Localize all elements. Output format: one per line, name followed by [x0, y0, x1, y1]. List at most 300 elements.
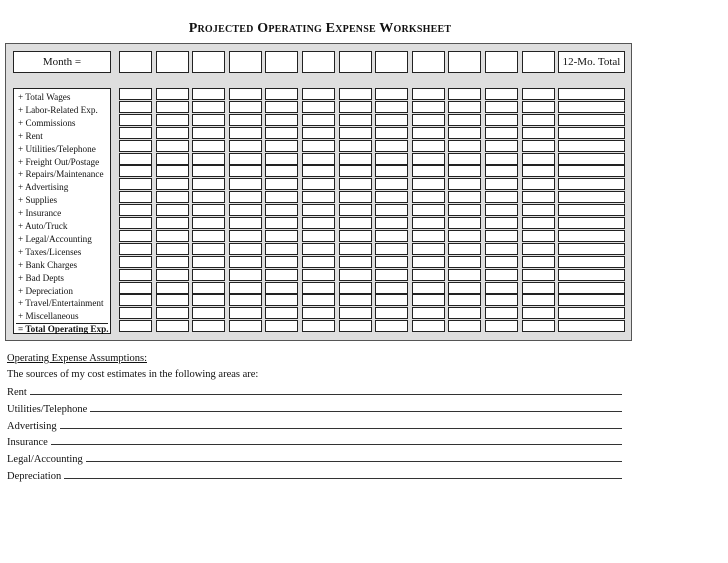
monthly-expense-cell[interactable]	[522, 307, 555, 319]
monthly-expense-cell[interactable]	[156, 140, 189, 152]
monthly-expense-cell[interactable]	[119, 191, 152, 203]
month-header-cell[interactable]	[375, 51, 408, 73]
monthly-expense-cell[interactable]	[448, 191, 481, 203]
monthly-expense-cell[interactable]	[265, 269, 298, 281]
monthly-expense-cell[interactable]	[412, 88, 445, 100]
monthly-expense-cell[interactable]	[375, 204, 408, 216]
month-label: Month =	[13, 51, 111, 73]
monthly-expense-cell[interactable]	[448, 217, 481, 229]
monthly-expense-cell[interactable]	[265, 191, 298, 203]
twelve-month-total-label: 12-Mo. Total	[558, 51, 625, 73]
monthly-expense-cell[interactable]	[522, 114, 555, 126]
monthly-expense-cell[interactable]	[485, 165, 518, 177]
monthly-expense-cell[interactable]	[485, 191, 518, 203]
monthly-expense-cell[interactable]	[485, 243, 518, 255]
monthly-expense-cell[interactable]	[448, 127, 481, 139]
monthly-expense-cell[interactable]	[522, 294, 555, 306]
monthly-expense-cell[interactable]	[375, 101, 408, 113]
monthly-expense-cell[interactable]	[265, 165, 298, 177]
monthly-expense-cell[interactable]	[229, 217, 262, 229]
monthly-expense-cell[interactable]	[339, 204, 372, 216]
monthly-expense-cell[interactable]	[156, 178, 189, 190]
total-operating-expense-label: = Total Operating Exp.	[18, 324, 109, 335]
monthly-expense-cell[interactable]	[485, 307, 518, 319]
monthly-expense-cell[interactable]	[119, 243, 152, 255]
monthly-expense-cell[interactable]	[485, 178, 518, 190]
twelve-month-total-cell[interactable]	[558, 101, 625, 113]
monthly-expense-cell[interactable]	[229, 320, 262, 332]
monthly-expense-cell[interactable]	[412, 243, 445, 255]
monthly-expense-cell[interactable]	[522, 127, 555, 139]
monthly-expense-cell[interactable]	[119, 307, 152, 319]
monthly-expense-cell[interactable]	[156, 191, 189, 203]
monthly-expense-cell[interactable]	[339, 165, 372, 177]
monthly-expense-cell[interactable]	[522, 204, 555, 216]
monthly-expense-cell[interactable]	[375, 191, 408, 203]
assumption-label: Rent	[7, 387, 27, 398]
monthly-expense-cell[interactable]	[412, 294, 445, 306]
monthly-expense-cell[interactable]	[119, 230, 152, 242]
twelve-month-total-cell[interactable]	[558, 178, 625, 190]
monthly-expense-cell[interactable]	[302, 230, 335, 242]
monthly-expense-cell[interactable]	[156, 165, 189, 177]
monthly-expense-cell[interactable]	[485, 256, 518, 268]
monthly-expense-cell[interactable]	[265, 230, 298, 242]
monthly-expense-cell[interactable]	[522, 269, 555, 281]
expense-category-label: + Utilities/Telephone	[18, 143, 96, 154]
monthly-expense-cell[interactable]	[522, 243, 555, 255]
monthly-expense-cell[interactable]	[375, 269, 408, 281]
expense-category-label: + Bad Depts	[18, 272, 65, 283]
expense-category-label: + Repairs/Maintenance	[18, 169, 104, 180]
monthly-expense-cell[interactable]	[375, 320, 408, 332]
monthly-expense-cell[interactable]	[156, 243, 189, 255]
monthly-expense-cell[interactable]	[229, 204, 262, 216]
monthly-expense-cell[interactable]	[339, 282, 372, 294]
monthly-expense-cell[interactable]	[448, 307, 481, 319]
twelve-month-total-cell[interactable]	[558, 88, 625, 100]
monthly-expense-cell[interactable]	[229, 127, 262, 139]
monthly-expense-cell[interactable]	[156, 127, 189, 139]
expense-category-label: + Freight Out/Postage	[18, 156, 100, 167]
monthly-expense-cell[interactable]	[192, 269, 225, 281]
monthly-expense-cell[interactable]	[119, 294, 152, 306]
monthly-expense-cell[interactable]	[302, 101, 335, 113]
monthly-expense-cell[interactable]	[302, 256, 335, 268]
month-header-cell[interactable]	[339, 51, 372, 73]
monthly-expense-cell[interactable]	[192, 320, 225, 332]
expense-category-label: + Rent	[18, 130, 43, 141]
monthly-expense-cell[interactable]	[265, 307, 298, 319]
assumptions-intro: The sources of my cost estimates in the following areas are:	[7, 369, 259, 380]
monthly-expense-cell[interactable]	[448, 230, 481, 242]
monthly-expense-cell[interactable]	[119, 178, 152, 190]
monthly-expense-cell[interactable]	[156, 307, 189, 319]
monthly-expense-cell[interactable]	[302, 153, 335, 165]
expense-category-label: + Advertising	[18, 182, 69, 193]
monthly-expense-cell[interactable]	[448, 114, 481, 126]
monthly-expense-cell[interactable]	[229, 88, 262, 100]
twelve-month-total-cell[interactable]	[558, 269, 625, 281]
monthly-expense-cell[interactable]	[339, 191, 372, 203]
monthly-expense-cell[interactable]	[119, 127, 152, 139]
monthly-expense-cell[interactable]	[339, 140, 372, 152]
monthly-expense-cell[interactable]	[119, 114, 152, 126]
monthly-expense-cell[interactable]	[485, 88, 518, 100]
monthly-expense-cell[interactable]	[522, 320, 555, 332]
monthly-expense-cell[interactable]	[119, 153, 152, 165]
monthly-expense-cell[interactable]	[229, 282, 262, 294]
twelve-month-total-cell[interactable]	[558, 282, 625, 294]
monthly-expense-cell[interactable]	[192, 101, 225, 113]
month-header-cell[interactable]	[265, 51, 298, 73]
monthly-expense-cell[interactable]	[485, 230, 518, 242]
monthly-expense-cell[interactable]	[156, 320, 189, 332]
monthly-expense-cell[interactable]	[339, 230, 372, 242]
monthly-expense-cell[interactable]	[156, 114, 189, 126]
assumption-line	[7, 386, 622, 398]
monthly-expense-cell[interactable]	[339, 101, 372, 113]
twelve-month-total-cell[interactable]	[558, 230, 625, 242]
monthly-expense-cell[interactable]	[265, 178, 298, 190]
monthly-expense-cell[interactable]	[375, 153, 408, 165]
monthly-expense-cell[interactable]	[265, 320, 298, 332]
monthly-expense-cell[interactable]	[485, 320, 518, 332]
monthly-expense-cell[interactable]	[156, 294, 189, 306]
month-header-cell[interactable]	[485, 51, 518, 73]
monthly-expense-cell[interactable]	[119, 165, 152, 177]
expense-category-label: + Labor-Related Exp.	[18, 104, 98, 115]
monthly-expense-cell[interactable]	[265, 294, 298, 306]
monthly-expense-cell[interactable]	[375, 165, 408, 177]
assumption-fill-line[interactable]	[30, 386, 622, 395]
assumption-label: Advertising	[7, 420, 57, 432]
monthly-expense-cell[interactable]	[412, 127, 445, 139]
monthly-expense-cell[interactable]	[485, 114, 518, 126]
assumption-line	[7, 453, 622, 465]
monthly-expense-cell[interactable]	[302, 217, 335, 229]
monthly-expense-cell[interactable]	[375, 256, 408, 268]
monthly-expense-cell[interactable]	[302, 243, 335, 255]
expense-category-label: + Commissions	[18, 117, 76, 128]
monthly-expense-cell[interactable]	[302, 127, 335, 139]
monthly-expense-cell[interactable]	[375, 88, 408, 100]
monthly-expense-cell[interactable]	[412, 282, 445, 294]
monthly-expense-cell[interactable]	[192, 191, 225, 203]
assumption-label: Insurance	[7, 437, 48, 449]
month-header-cell[interactable]	[448, 51, 481, 73]
monthly-expense-cell[interactable]	[192, 127, 225, 139]
monthly-expense-cell[interactable]	[448, 256, 481, 268]
assumption-fill-line[interactable]	[86, 453, 622, 462]
monthly-expense-cell[interactable]	[448, 165, 481, 177]
monthly-expense-cell[interactable]	[448, 204, 481, 216]
monthly-expense-cell[interactable]	[412, 191, 445, 203]
monthly-expense-cell[interactable]	[156, 282, 189, 294]
monthly-expense-cell[interactable]	[485, 153, 518, 165]
monthly-expense-cell[interactable]	[412, 178, 445, 190]
monthly-expense-cell[interactable]	[448, 282, 481, 294]
monthly-expense-cell[interactable]	[522, 230, 555, 242]
monthly-expense-cell[interactable]	[265, 127, 298, 139]
monthly-expense-cell[interactable]	[375, 140, 408, 152]
monthly-expense-cell[interactable]	[522, 256, 555, 268]
expense-category-label: + Travel/Entertainment	[18, 298, 104, 309]
monthly-expense-cell[interactable]	[485, 282, 518, 294]
monthly-expense-cell[interactable]	[485, 204, 518, 216]
expense-category-label: + Bank Charges	[18, 259, 78, 270]
monthly-expense-cell[interactable]	[302, 269, 335, 281]
assumption-fill-line[interactable]	[60, 420, 622, 429]
monthly-expense-cell[interactable]	[339, 127, 372, 139]
twelve-month-total-cell[interactable]	[558, 140, 625, 152]
monthly-expense-cell[interactable]	[119, 88, 152, 100]
monthly-expense-cell[interactable]	[339, 320, 372, 332]
monthly-expense-cell[interactable]	[265, 153, 298, 165]
monthly-expense-cell[interactable]	[119, 269, 152, 281]
monthly-expense-cell[interactable]	[339, 294, 372, 306]
monthly-expense-cell[interactable]	[448, 294, 481, 306]
monthly-expense-cell[interactable]	[375, 217, 408, 229]
monthly-expense-cell[interactable]	[302, 178, 335, 190]
monthly-expense-cell[interactable]	[119, 101, 152, 113]
month-header-cell[interactable]	[412, 51, 445, 73]
assumptions-heading: Operating Expense Assumptions:	[7, 353, 147, 364]
monthly-expense-cell[interactable]	[412, 101, 445, 113]
monthly-expense-cell[interactable]	[302, 165, 335, 177]
month-header-cell[interactable]	[192, 51, 225, 73]
monthly-expense-cell[interactable]	[448, 269, 481, 281]
monthly-expense-cell[interactable]	[339, 178, 372, 190]
monthly-expense-cell[interactable]	[485, 294, 518, 306]
monthly-expense-cell[interactable]	[265, 140, 298, 152]
monthly-expense-cell[interactable]	[339, 307, 372, 319]
monthly-expense-cell[interactable]	[375, 294, 408, 306]
twelve-month-total-cell[interactable]	[558, 307, 625, 319]
monthly-expense-cell[interactable]	[192, 256, 225, 268]
monthly-expense-cell[interactable]	[448, 320, 481, 332]
monthly-expense-cell[interactable]	[229, 165, 262, 177]
worksheet-title: Projected Operating Expense Worksheet	[188, 21, 452, 36]
monthly-expense-cell[interactable]	[485, 269, 518, 281]
monthly-expense-cell[interactable]	[339, 256, 372, 268]
monthly-expense-cell[interactable]	[375, 243, 408, 255]
monthly-expense-cell[interactable]	[302, 114, 335, 126]
monthly-expense-cell[interactable]	[119, 282, 152, 294]
monthly-expense-cell[interactable]	[412, 256, 445, 268]
monthly-expense-cell[interactable]	[302, 191, 335, 203]
monthly-expense-cell[interactable]	[229, 230, 262, 242]
monthly-expense-cell[interactable]	[522, 101, 555, 113]
monthly-expense-cell[interactable]	[229, 294, 262, 306]
expense-category-labels	[13, 88, 111, 334]
monthly-expense-cell[interactable]	[302, 140, 335, 152]
monthly-expense-cell[interactable]	[522, 88, 555, 100]
monthly-expense-cell[interactable]	[156, 217, 189, 229]
assumption-label: Depreciation	[7, 471, 62, 482]
twelve-month-total-cell[interactable]	[558, 204, 625, 216]
monthly-expense-cell[interactable]	[229, 178, 262, 190]
twelve-month-total-cell[interactable]	[558, 165, 625, 177]
monthly-expense-cell[interactable]	[229, 153, 262, 165]
monthly-expense-cell[interactable]	[302, 307, 335, 319]
monthly-expense-cell[interactable]	[229, 114, 262, 126]
assumption-label: Legal/Accounting	[7, 454, 83, 466]
monthly-expense-cell[interactable]	[229, 101, 262, 113]
monthly-expense-cell[interactable]	[302, 294, 335, 306]
monthly-expense-cell[interactable]	[192, 114, 225, 126]
monthly-expense-cell[interactable]	[412, 153, 445, 165]
monthly-expense-cell[interactable]	[375, 127, 408, 139]
monthly-expense-cell[interactable]	[339, 114, 372, 126]
monthly-expense-cell[interactable]	[265, 217, 298, 229]
monthly-expense-cell[interactable]	[448, 88, 481, 100]
twelve-month-total-cell[interactable]	[558, 256, 625, 268]
monthly-expense-cell[interactable]	[229, 191, 262, 203]
monthly-expense-cell[interactable]	[119, 256, 152, 268]
monthly-expense-cell[interactable]	[412, 140, 445, 152]
monthly-expense-cell[interactable]	[192, 153, 225, 165]
twelve-month-total-cell[interactable]	[558, 114, 625, 126]
monthly-expense-cell[interactable]	[192, 204, 225, 216]
twelve-month-total-cell[interactable]	[558, 127, 625, 139]
monthly-expense-cell[interactable]	[412, 114, 445, 126]
monthly-expense-cell[interactable]	[339, 88, 372, 100]
monthly-expense-cell[interactable]	[192, 165, 225, 177]
monthly-expense-cell[interactable]	[375, 178, 408, 190]
monthly-expense-cell[interactable]	[156, 153, 189, 165]
monthly-expense-cell[interactable]	[522, 282, 555, 294]
monthly-expense-cell[interactable]	[229, 256, 262, 268]
monthly-expense-cell[interactable]	[339, 217, 372, 229]
monthly-expense-cell[interactable]	[156, 269, 189, 281]
monthly-expense-cell[interactable]	[302, 320, 335, 332]
monthly-expense-cell[interactable]	[412, 307, 445, 319]
twelve-month-total-cell[interactable]	[558, 243, 625, 255]
monthly-expense-cell[interactable]	[412, 204, 445, 216]
assumption-label: Utilities/Telephone	[7, 403, 88, 415]
monthly-expense-cell[interactable]	[522, 153, 555, 165]
monthly-expense-cell[interactable]	[192, 217, 225, 229]
monthly-expense-cell[interactable]	[412, 217, 445, 229]
monthly-expense-cell[interactable]	[265, 243, 298, 255]
monthly-expense-cell[interactable]	[448, 178, 481, 190]
monthly-expense-cell[interactable]	[265, 256, 298, 268]
monthly-expense-cell[interactable]	[119, 204, 152, 216]
monthly-expense-cell[interactable]	[448, 243, 481, 255]
assumption-fill-line[interactable]	[90, 403, 622, 412]
twelve-month-total-cell[interactable]	[558, 320, 625, 332]
monthly-expense-cell[interactable]	[119, 217, 152, 229]
monthly-expense-cell[interactable]	[192, 307, 225, 319]
monthly-expense-cell[interactable]	[522, 140, 555, 152]
monthly-expense-cell[interactable]	[192, 282, 225, 294]
monthly-expense-cell[interactable]	[265, 114, 298, 126]
monthly-expense-cell[interactable]	[375, 307, 408, 319]
monthly-expense-cell[interactable]	[265, 204, 298, 216]
expense-category-label: + Supplies	[18, 195, 58, 206]
monthly-expense-cell[interactable]	[229, 243, 262, 255]
month-header-cell[interactable]	[302, 51, 335, 73]
monthly-expense-cell[interactable]	[229, 307, 262, 319]
monthly-expense-cell[interactable]	[156, 204, 189, 216]
twelve-month-total-cell[interactable]	[558, 153, 625, 165]
expense-category-label: + Auto/Truck	[18, 221, 68, 231]
monthly-expense-cell[interactable]	[485, 101, 518, 113]
monthly-expense-cell[interactable]	[229, 269, 262, 281]
month-header-cell[interactable]	[156, 51, 189, 73]
monthly-expense-cell[interactable]	[412, 269, 445, 281]
monthly-expense-cell[interactable]	[156, 88, 189, 100]
expense-category-label: + Depreciation	[18, 285, 73, 296]
monthly-expense-cell[interactable]	[192, 140, 225, 152]
twelve-month-total-cell[interactable]	[558, 191, 625, 203]
assumption-line	[7, 403, 622, 415]
monthly-expense-cell[interactable]	[522, 165, 555, 177]
monthly-expense-cell[interactable]	[412, 165, 445, 177]
monthly-expense-cell[interactable]	[119, 140, 152, 152]
monthly-expense-cell[interactable]	[485, 127, 518, 139]
monthly-expense-cell[interactable]	[522, 178, 555, 190]
month-header-cell[interactable]	[229, 51, 262, 73]
monthly-expense-cell[interactable]	[156, 230, 189, 242]
monthly-expense-cell[interactable]	[119, 320, 152, 332]
expense-category-label: + Taxes/Licenses	[18, 246, 82, 257]
assumption-fill-line[interactable]	[64, 470, 622, 479]
monthly-expense-cell[interactable]	[192, 88, 225, 100]
monthly-expense-cell[interactable]	[192, 294, 225, 306]
monthly-expense-cell[interactable]	[302, 204, 335, 216]
monthly-expense-cell[interactable]	[448, 101, 481, 113]
assumption-line	[7, 436, 622, 448]
monthly-expense-cell[interactable]	[522, 217, 555, 229]
monthly-expense-cell[interactable]	[339, 269, 372, 281]
assumption-line	[7, 420, 622, 432]
monthly-expense-cell[interactable]	[156, 101, 189, 113]
monthly-expense-cell[interactable]	[485, 217, 518, 229]
monthly-expense-cell[interactable]	[265, 101, 298, 113]
monthly-expense-cell[interactable]	[265, 282, 298, 294]
monthly-expense-cell[interactable]	[375, 114, 408, 126]
expense-category-label: + Miscellaneous	[18, 311, 79, 322]
assumption-fill-line[interactable]	[51, 436, 622, 445]
monthly-expense-cell[interactable]	[375, 230, 408, 242]
expense-category-label: + Insurance	[18, 208, 62, 219]
monthly-expense-cell[interactable]	[265, 88, 298, 100]
twelve-month-total-cell[interactable]	[558, 217, 625, 229]
assumption-line	[7, 470, 622, 482]
monthly-expense-cell[interactable]	[156, 256, 189, 268]
monthly-expense-cell[interactable]	[339, 153, 372, 165]
twelve-month-total-cell[interactable]	[558, 294, 625, 306]
monthly-expense-cell[interactable]	[302, 282, 335, 294]
month-header-cell[interactable]	[119, 51, 152, 73]
monthly-expense-cell[interactable]	[448, 140, 481, 152]
monthly-expense-cell[interactable]	[192, 243, 225, 255]
monthly-expense-cell[interactable]	[485, 140, 518, 152]
monthly-expense-cell[interactable]	[522, 191, 555, 203]
monthly-expense-cell[interactable]	[192, 178, 225, 190]
monthly-expense-cell[interactable]	[375, 282, 408, 294]
monthly-expense-cell[interactable]	[448, 153, 481, 165]
monthly-expense-cell[interactable]	[412, 320, 445, 332]
monthly-expense-cell[interactable]	[339, 243, 372, 255]
monthly-expense-cell[interactable]	[229, 140, 262, 152]
monthly-expense-cell[interactable]	[302, 88, 335, 100]
monthly-expense-cell[interactable]	[412, 230, 445, 242]
month-header-cell[interactable]	[522, 51, 555, 73]
monthly-expense-cell[interactable]	[192, 230, 225, 242]
